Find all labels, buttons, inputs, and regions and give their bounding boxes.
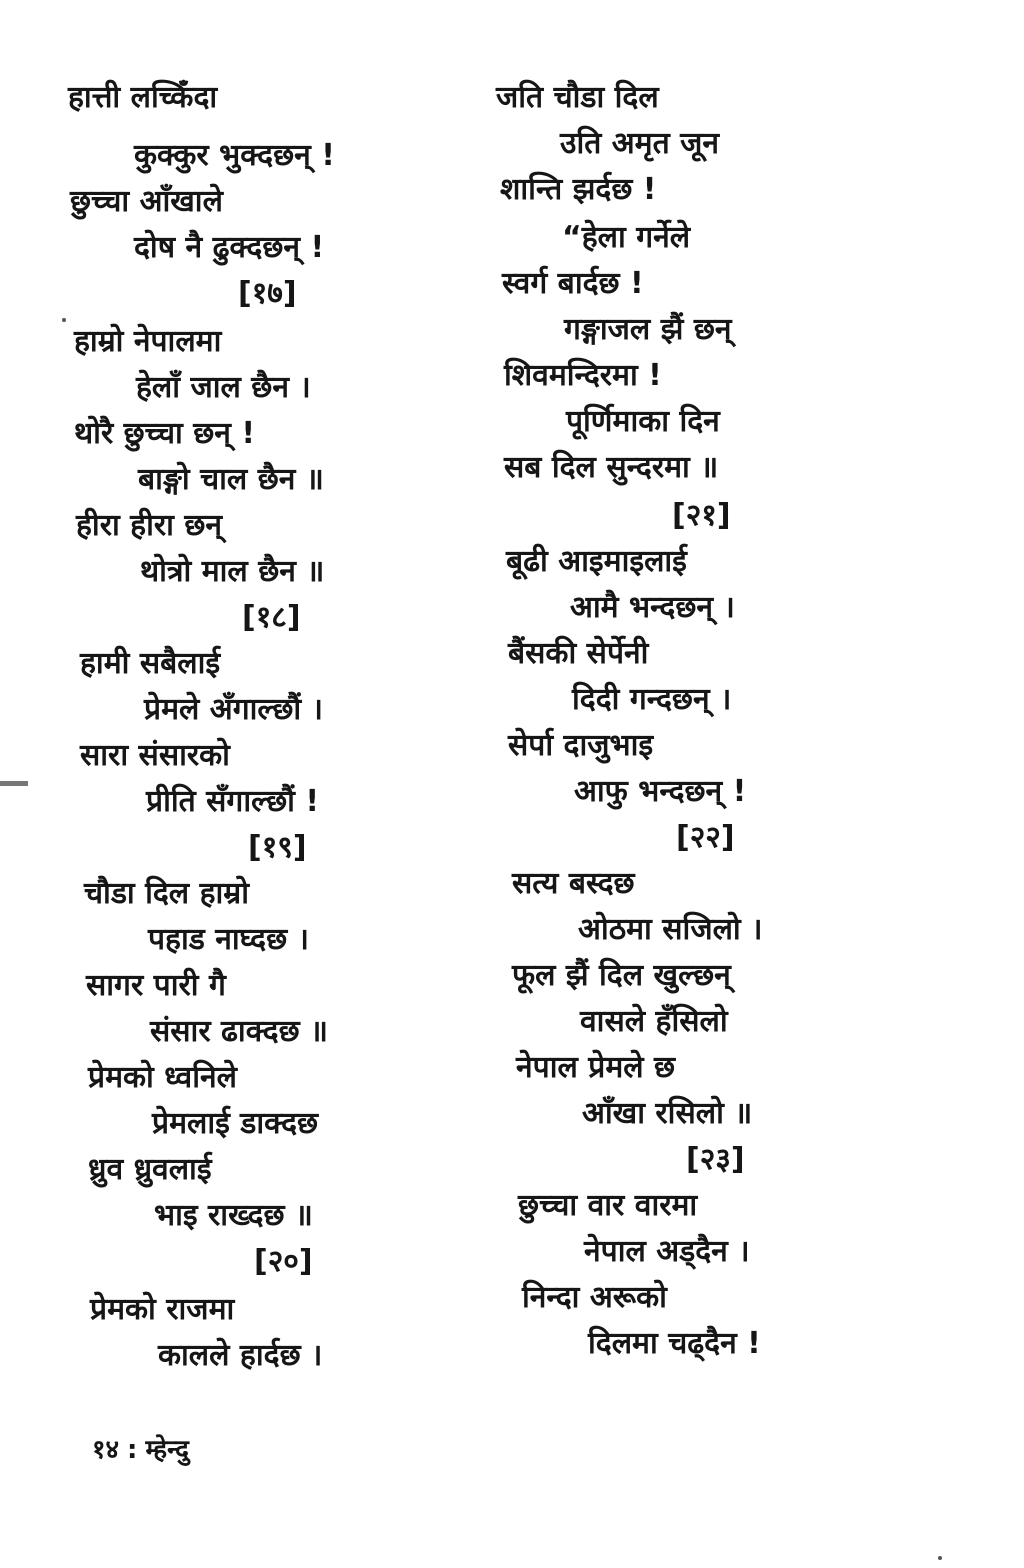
verse-line: प्रीति सँगाल्छौं ! (146, 784, 320, 819)
verse-line: प्रेमको ध्वनिले (88, 1060, 237, 1095)
verse-line: सारा संसारको (80, 738, 230, 773)
verse-line: गङ्गाजल झैं छन् (564, 312, 732, 347)
verse-line: हामी सबैलाई (80, 646, 221, 681)
verse-line: “हेला गर्नेले (562, 220, 691, 255)
verse-line: दिदी गन्दछन् । (572, 682, 732, 717)
verse-line: हात्ती लच्किँदा (68, 80, 218, 115)
verse-line: हाम्रो नेपालमा (74, 324, 222, 359)
verse-line: छुच्चा आँखाले (70, 184, 223, 219)
stanza-number: [१८] (242, 600, 301, 635)
verse-line: उति अमृत जून (560, 126, 720, 161)
scan-mark (0, 781, 28, 786)
verse-line: सेर्पा दाजुभाइ (508, 728, 654, 763)
verse-line: प्रेमलाई डाक्दछ (152, 1106, 319, 1141)
verse-line: छुच्चा वार वारमा (518, 1188, 698, 1223)
stanza-number: [२१] (672, 498, 731, 533)
verse-line: शान्ति झर्दछ ! (500, 172, 657, 207)
verse-line: कुक्कुर भुक्दछन् ! (134, 138, 335, 173)
verse-line: निन्दा अरूको (522, 1280, 667, 1315)
verse-line: प्रेमले अँगाल्छौं । (144, 692, 323, 727)
verse-line: दिलमा चढ्दैन ! (588, 1326, 761, 1361)
verse-line: थोत्रो माल छैन ॥ (140, 554, 325, 589)
verse-line: बूढी आइमाइलाई (506, 544, 687, 579)
verse-line: प्रेमको राजमा (90, 1292, 235, 1327)
verse-line: पहाड नाघ्दछ । (148, 922, 309, 957)
verse-line: स्वर्ग बार्दछ ! (502, 266, 644, 301)
verse-line: शिवमन्दिरमा ! (504, 358, 662, 393)
verse-line: सागर पारी गै (86, 968, 226, 1003)
verse-line: दोष नै ढुक्दछन् ! (134, 230, 325, 265)
verse-line: नेपाल प्रेमले छ (516, 1050, 676, 1085)
scan-speck (938, 1556, 942, 1560)
verse-line: ध्रुव ध्रुवलाई (88, 1152, 212, 1187)
verse-line: हेलाँ जाल छैन । (136, 370, 311, 405)
stanza-number: [१९] (248, 830, 307, 865)
verse-line: आँखा रसिलो ॥ (582, 1096, 753, 1131)
verse-line: चौडा दिल हाम्रो (84, 876, 249, 911)
verse-line: थोरै छुच्चा छन् ! (74, 416, 256, 451)
verse-line: आमै भन्दछन् । (570, 590, 735, 625)
stanza-number: [१७] (238, 276, 297, 311)
footer-separator: : (127, 1435, 138, 1465)
verse-line: ओठमा सजिलो । (578, 912, 763, 947)
verse-line: पूर्णिमाका दिन (566, 404, 720, 439)
verse-line: वासले हँसिलो (580, 1004, 728, 1039)
author-name: म्हेन्दु (145, 1435, 189, 1465)
verse-line: बाङ्गो चाल छैन ॥ (138, 462, 324, 497)
verse-line: भाइ राख्दछ ॥ (154, 1198, 313, 1233)
verse-line: फूल झैं दिल खुल्छन् (512, 958, 731, 993)
verse-line: सत्य बस्दछ (512, 866, 635, 901)
verse-line: सब दिल सुन्दरमा ॥ (504, 450, 719, 485)
verse-line: संसार ढाक्दछ ॥ (150, 1014, 329, 1049)
verse-line: जति चौडा दिल (496, 80, 659, 115)
verse-line: कालले हार्दछ । (158, 1338, 323, 1373)
page-footer (92, 1432, 189, 1468)
stanza-number: [२३] (686, 1142, 745, 1177)
verse-line: हीरा हीरा छन् (76, 508, 223, 543)
scan-speck (62, 318, 66, 322)
stanza-number: [२२] (676, 820, 735, 855)
verse-line: नेपाल अड्दैन । (584, 1234, 750, 1269)
verse-line: बैंसकी सेर्पेनी (508, 636, 649, 671)
page-number: १४ (92, 1435, 120, 1465)
verse-line: आफु भन्दछन् ! (574, 774, 747, 809)
stanza-number: [२०] (254, 1244, 313, 1279)
